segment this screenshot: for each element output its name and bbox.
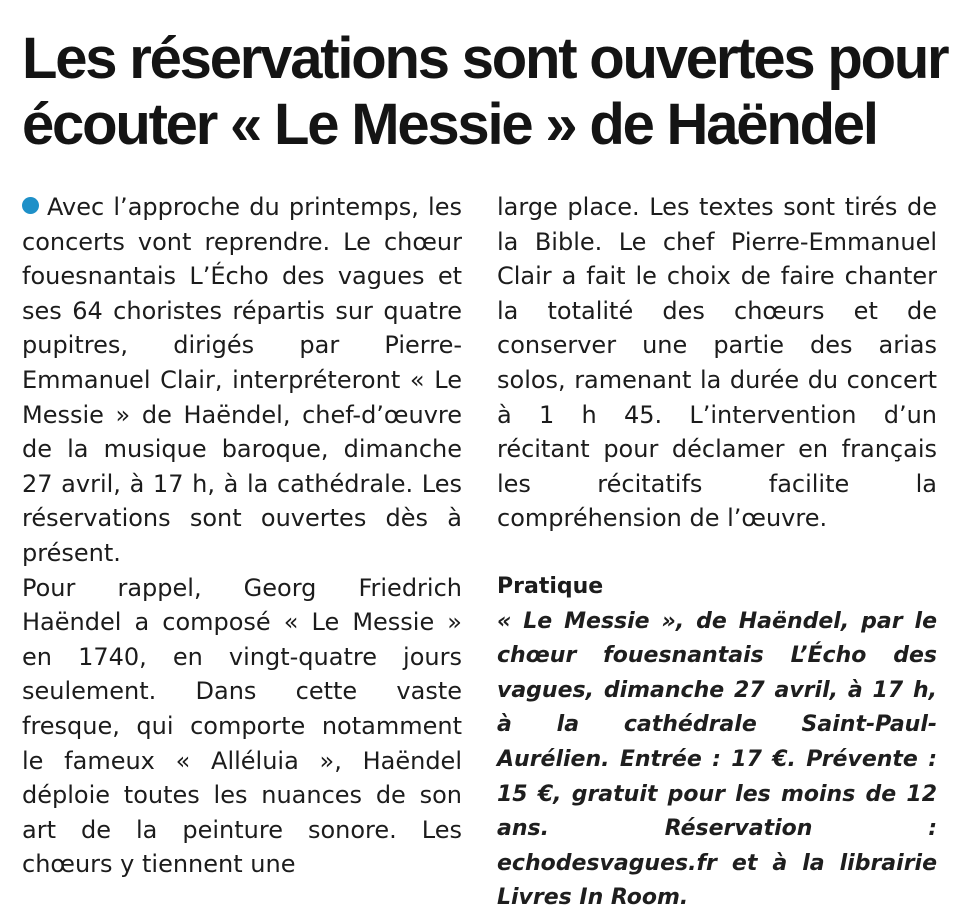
spacer (497, 536, 937, 570)
headline-line-1: Les réservations sont ouvertes pour (22, 26, 948, 91)
headline-line-2: écouter « Le Messie » de Haëndel (22, 92, 877, 157)
article-column-right (497, 190, 937, 916)
pratique-heading: Pratique (497, 573, 604, 599)
pratique-info: « Le Messie », de Haëndel, par le chœur fouesnantais L’Écho des vagues, dimanche 27 avril, à 17 h, à la cathédrale Saint-Paul-Aurélien. Entrée : 17 €. Prévente : 15 €, gratuit pour les moins de 12 ans. Réservation : echodesvagues.fr et à la librairie Livres In Room. (497, 608, 937, 911)
intro-text: Avec l’approche du printemps, les concerts vont reprendre. Le chœur fouesnantais L’Écho des vagues et ses 64 choristes répartis sur quatre pupitres, dirigés par Pierre-Emmanuel Clair, interpréteront « Le Messie » de Haëndel, chef-d’œuvre de la musique baroque, dimanche 27 avril, à 17 h, à la cathédrale. Les réservations sont ouvertes dès à présent. (22, 193, 462, 567)
body-paragraph-part-2: large place. Les textes sont tirés de la Bible. Le chef Pierre-Emmanuel Clair a fait le choix de faire chanter la totalité des chœurs et de conserver une partie des arias solos, ramenant la durée du concert à 1 h 45. L’intervention d’un récitant pour déclamer en français les récitatifs facilite la compréhension de l’œuvre. (497, 193, 937, 533)
article-column-left (22, 190, 462, 882)
intro-paragraph (22, 190, 462, 571)
bullet-dot-icon (22, 197, 39, 214)
headline (22, 26, 962, 158)
body-paragraph-part-1: Pour rappel, Georg Friedrich Haëndel a composé « Le Messie » en 1740, en vingt-quatre jours seulement. Dans cette vaste fresque, qui comporte notamment le fameux « Alléluia », Haëndel déploie toutes les nuances de son art de la peinture sonore. Les chœurs y tiennent une (22, 573, 462, 879)
